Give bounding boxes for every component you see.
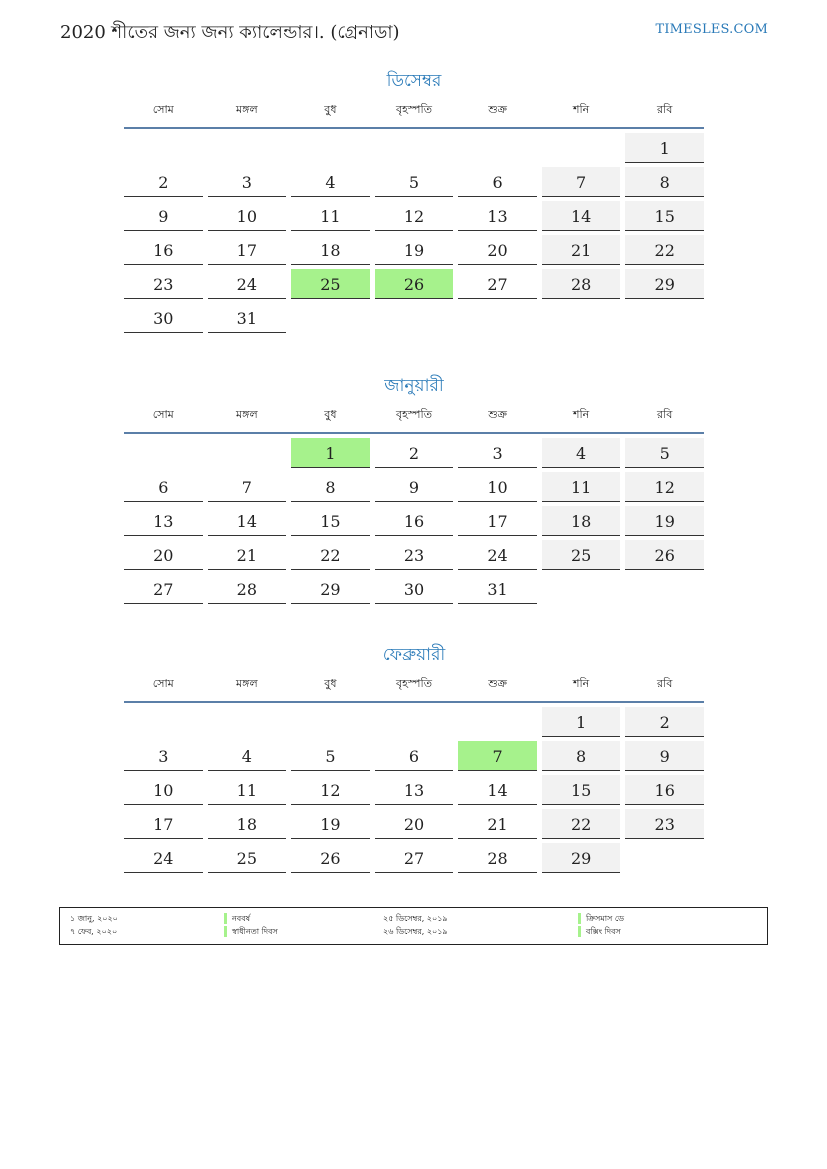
day-cell: 29 <box>625 269 704 299</box>
day-cell: 10 <box>124 775 203 805</box>
day-cell: 14 <box>208 506 287 536</box>
header-divider <box>124 432 704 434</box>
holiday-day-cell: 25 <box>291 269 370 299</box>
empty-day-cell <box>458 707 537 737</box>
month-december <box>124 66 704 333</box>
day-cell: 17 <box>458 506 537 536</box>
day-cell: 2 <box>375 438 454 468</box>
weekday-label: বুধ <box>324 103 337 116</box>
empty-day-cell <box>208 707 287 737</box>
day-cell: 22 <box>625 235 704 265</box>
day-cell: 11 <box>208 775 287 805</box>
holiday-day-cell: 1 <box>291 438 370 468</box>
day-cell: 28 <box>458 843 537 873</box>
legend-date: ২৫ ডিসেম্বর, ২০১৯ <box>383 914 448 923</box>
day-cell: 17 <box>124 809 203 839</box>
weekday-label: সোম <box>152 103 174 116</box>
day-cell: 30 <box>124 303 203 333</box>
day-cell: 24 <box>208 269 287 299</box>
month-january <box>124 371 704 604</box>
weekday-label: শনি <box>573 408 590 421</box>
holiday-day-cell: 26 <box>375 269 454 299</box>
day-cell: 8 <box>291 472 370 502</box>
day-cell: 11 <box>291 201 370 231</box>
weekday-label: মঙ্গল <box>236 103 258 116</box>
day-cell: 28 <box>208 574 287 604</box>
month-title: ফেব্রুয়ারী <box>382 645 446 665</box>
legend-holiday-name: বক্সিং দিবস <box>586 927 621 936</box>
day-cell: 20 <box>458 235 537 265</box>
day-cell: 7 <box>208 472 287 502</box>
legend-holiday-name: ক্রিসমাস ডে <box>586 914 624 923</box>
weekday-label: শুক্র <box>488 408 507 421</box>
empty-day-cell <box>124 438 203 468</box>
page-header <box>60 18 768 46</box>
day-cell: 9 <box>625 741 704 771</box>
day-cell: 3 <box>458 438 537 468</box>
day-cell: 6 <box>458 167 537 197</box>
day-cell: 6 <box>375 741 454 771</box>
weekday-label: রবি <box>657 677 673 690</box>
day-cell: 24 <box>458 540 537 570</box>
legend-holiday-name: নববর্ষ <box>232 914 251 923</box>
day-cell: 4 <box>291 167 370 197</box>
day-cell: 19 <box>625 506 704 536</box>
day-cell: 1 <box>542 707 621 737</box>
header-divider <box>124 701 704 703</box>
day-cell: 9 <box>124 201 203 231</box>
empty-day-cell <box>375 707 454 737</box>
legend-holiday-name: স্বাধীনতা দিবস <box>232 927 278 936</box>
empty-day-cell <box>542 133 621 163</box>
day-cell: 4 <box>542 438 621 468</box>
day-cell: 14 <box>458 775 537 805</box>
day-cell: 31 <box>458 574 537 604</box>
day-cell: 18 <box>208 809 287 839</box>
header-divider <box>124 127 704 129</box>
day-cell: 13 <box>375 775 454 805</box>
weekday-label: বৃহস্পতি <box>396 103 432 116</box>
weekday-label: রবি <box>657 408 673 421</box>
day-cell: 12 <box>291 775 370 805</box>
holiday-legend <box>59 907 768 945</box>
weekday-label: মঙ্গল <box>236 677 258 690</box>
day-cell: 27 <box>124 574 203 604</box>
day-cell: 5 <box>291 741 370 771</box>
day-cell: 18 <box>542 506 621 536</box>
day-cell: 29 <box>542 843 621 873</box>
day-cell: 3 <box>124 741 203 771</box>
day-cell: 7 <box>542 167 621 197</box>
weekday-label: বৃহস্পতি <box>396 677 432 690</box>
weekday-header <box>124 99 704 121</box>
empty-day-cell <box>124 133 203 163</box>
weekday-label: শনি <box>573 103 590 116</box>
day-cell: 10 <box>208 201 287 231</box>
holiday-color-swatch <box>578 926 581 937</box>
day-cell: 11 <box>542 472 621 502</box>
weekday-label: সোম <box>152 677 174 690</box>
day-cell: 23 <box>124 269 203 299</box>
weekday-label: রবি <box>657 103 673 116</box>
day-cell: 15 <box>542 775 621 805</box>
day-cell: 14 <box>542 201 621 231</box>
empty-day-cell <box>291 707 370 737</box>
holiday-color-swatch <box>578 913 581 924</box>
day-cell: 12 <box>625 472 704 502</box>
day-grid <box>124 707 704 873</box>
day-cell: 30 <box>375 574 454 604</box>
day-cell: 13 <box>124 506 203 536</box>
day-cell: 31 <box>208 303 287 333</box>
empty-day-cell <box>375 133 454 163</box>
day-cell: 19 <box>291 809 370 839</box>
month-title: জানুয়ারী <box>384 376 444 396</box>
day-cell: 21 <box>542 235 621 265</box>
day-cell: 1 <box>625 133 704 163</box>
weekday-label: শুক্র <box>488 677 507 690</box>
empty-day-cell <box>458 133 537 163</box>
holiday-color-swatch <box>224 926 227 937</box>
weekday-label: বুধ <box>324 408 337 421</box>
day-cell: 16 <box>625 775 704 805</box>
day-cell: 8 <box>625 167 704 197</box>
day-cell: 16 <box>124 235 203 265</box>
day-cell: 5 <box>625 438 704 468</box>
day-cell: 17 <box>208 235 287 265</box>
holiday-color-swatch <box>224 913 227 924</box>
day-cell: 23 <box>625 809 704 839</box>
legend-date: ২৬ ডিসেম্বর, ২০১৯ <box>383 927 448 936</box>
weekday-label: বুধ <box>324 677 337 690</box>
day-grid <box>124 438 704 604</box>
empty-day-cell <box>124 707 203 737</box>
weekday-header <box>124 404 704 426</box>
day-cell: 26 <box>625 540 704 570</box>
day-cell: 22 <box>542 809 621 839</box>
weekday-label: শনি <box>573 677 590 690</box>
weekday-label: শুক্র <box>488 103 507 116</box>
day-cell: 21 <box>458 809 537 839</box>
day-cell: 2 <box>625 707 704 737</box>
page-title: 2020 শীতের জন্য জন্য ক্যালেন্ডার।. (গ্রেনাডা) <box>60 22 400 43</box>
day-cell: 3 <box>208 167 287 197</box>
day-cell: 15 <box>625 201 704 231</box>
legend-date: ১ জানু, ২০২০ <box>70 914 118 923</box>
day-cell: 19 <box>375 235 454 265</box>
day-cell: 15 <box>291 506 370 536</box>
day-cell: 10 <box>458 472 537 502</box>
day-cell: 26 <box>291 843 370 873</box>
weekday-label: সোম <box>152 408 174 421</box>
empty-day-cell <box>208 438 287 468</box>
day-cell: 5 <box>375 167 454 197</box>
day-cell: 16 <box>375 506 454 536</box>
holiday-day-cell: 7 <box>458 741 537 771</box>
weekday-label: বৃহস্পতি <box>396 408 432 421</box>
day-cell: 2 <box>124 167 203 197</box>
day-cell: 4 <box>208 741 287 771</box>
weekday-label: মঙ্গল <box>236 408 258 421</box>
day-cell: 24 <box>124 843 203 873</box>
day-cell: 6 <box>124 472 203 502</box>
day-cell: 20 <box>375 809 454 839</box>
legend-date: ৭ ফেব, ২০২০ <box>70 927 118 936</box>
day-cell: 28 <box>542 269 621 299</box>
day-cell: 13 <box>458 201 537 231</box>
day-cell: 22 <box>291 540 370 570</box>
day-cell: 9 <box>375 472 454 502</box>
empty-day-cell <box>208 133 287 163</box>
month-february <box>124 640 704 873</box>
day-cell: 20 <box>124 540 203 570</box>
day-cell: 29 <box>291 574 370 604</box>
day-cell: 18 <box>291 235 370 265</box>
day-cell: 23 <box>375 540 454 570</box>
day-cell: 21 <box>208 540 287 570</box>
day-cell: 27 <box>375 843 454 873</box>
day-cell: 8 <box>542 741 621 771</box>
day-cell: 25 <box>542 540 621 570</box>
month-title: ডিসেম্বর <box>386 71 442 91</box>
site-brand-link[interactable]: TIMESLES.COM <box>655 22 768 37</box>
day-grid <box>124 133 704 333</box>
day-cell: 25 <box>208 843 287 873</box>
day-cell: 27 <box>458 269 537 299</box>
weekday-header <box>124 673 704 695</box>
day-cell: 12 <box>375 201 454 231</box>
empty-day-cell <box>291 133 370 163</box>
